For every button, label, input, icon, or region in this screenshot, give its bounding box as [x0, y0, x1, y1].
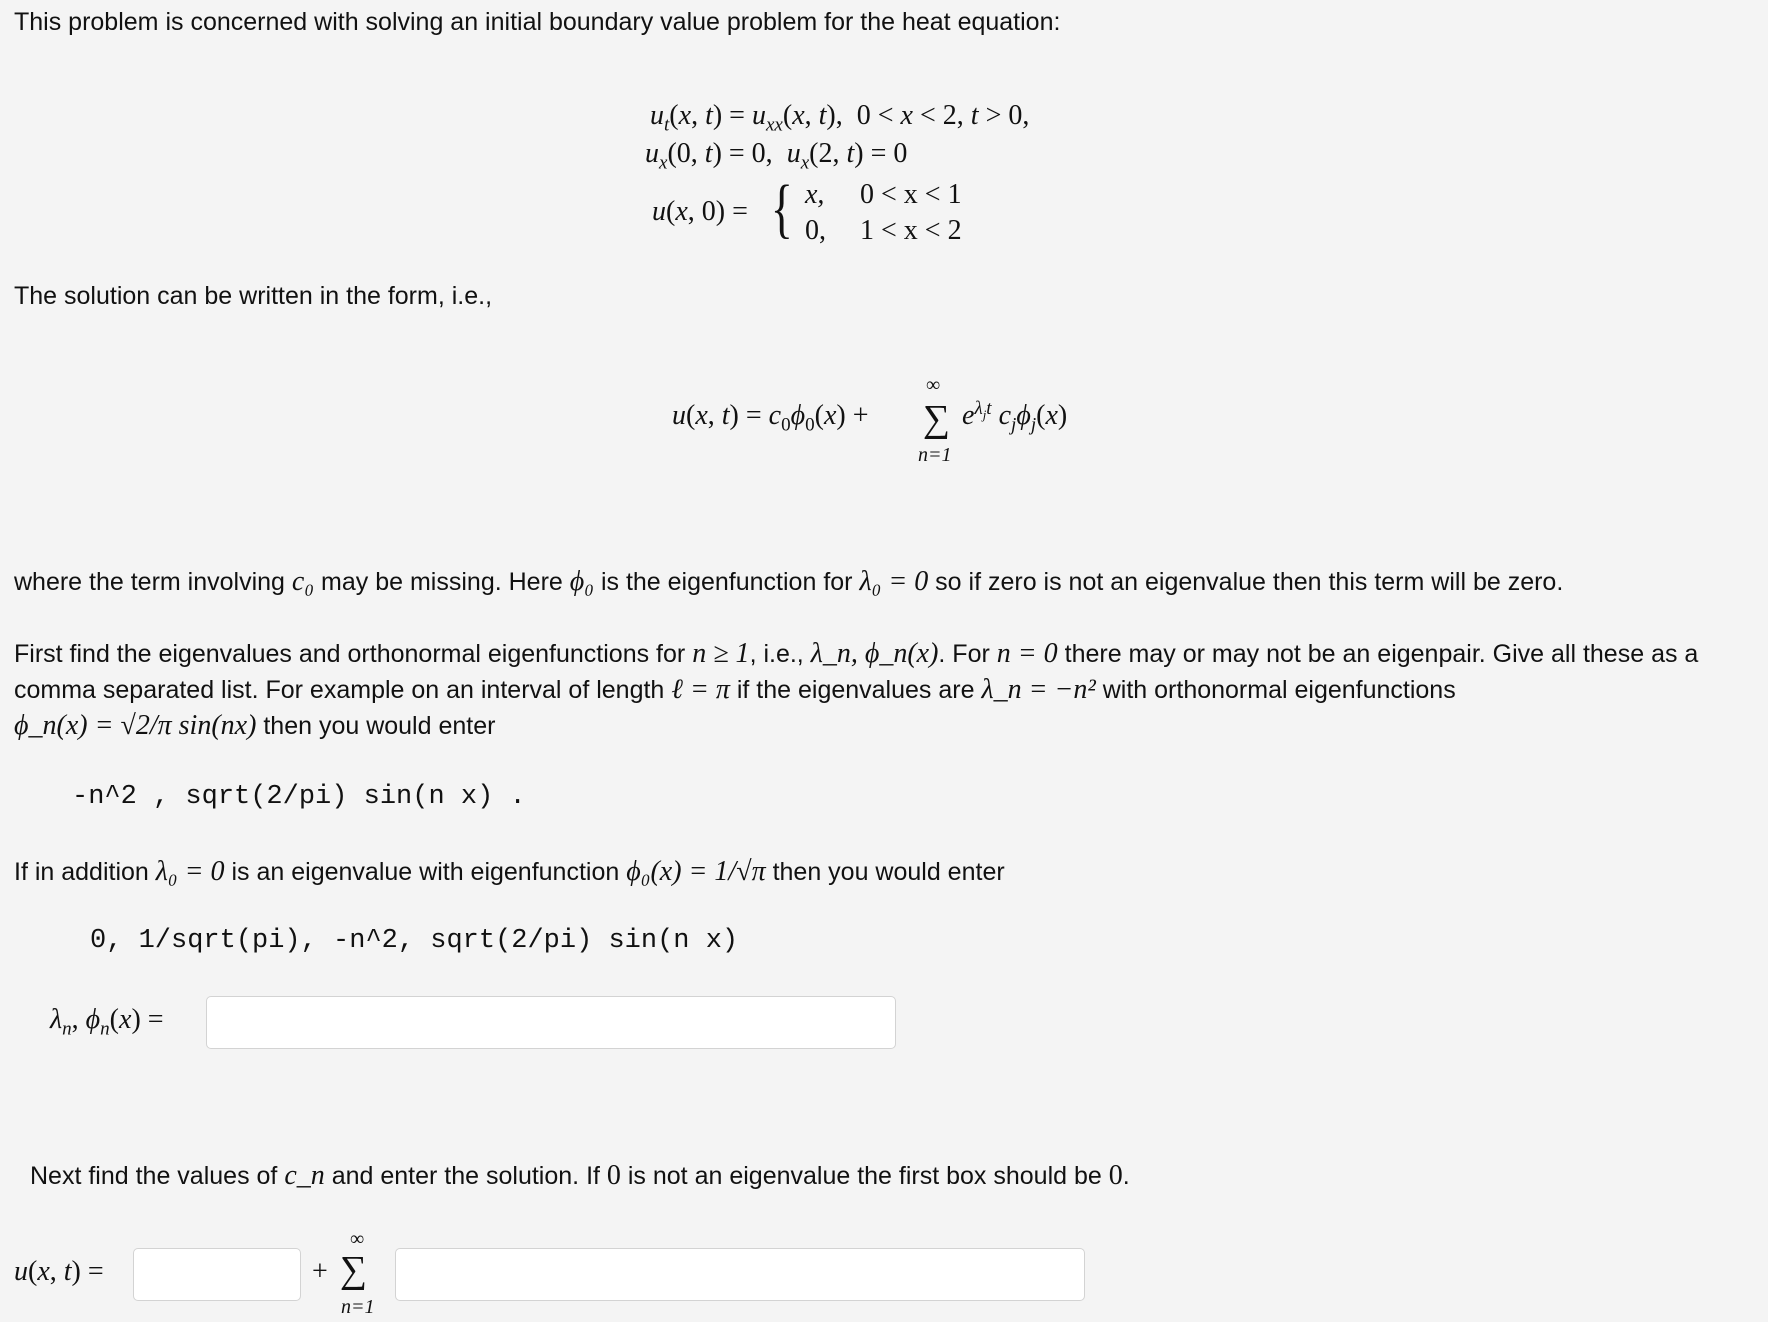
pde-line-2: $u_x(0$, t) = 0, $u_x(2$, t) = 0 — [645, 138, 908, 174]
next-paragraph: Next find the values of c_n and enter the solution. If 0 is not an eigenvalue the first box should be 0. — [30, 1160, 1130, 1191]
sum-lower: n=1 — [918, 444, 952, 466]
case2-condition: 1 < x < 2 — [860, 215, 962, 246]
case1-condition: 0 < x < 1 — [860, 179, 962, 210]
piecewise-brace: { — [770, 172, 793, 245]
answer-sum-lower: n=1 — [341, 1296, 375, 1318]
series-term-input[interactable] — [395, 1248, 1085, 1301]
plus-sign: + — [312, 1256, 328, 1287]
example-code-1: -n^2 , sqrt(2/pi) sin(n x) . — [72, 782, 526, 812]
instructions-line-3: ϕ_n(x) = √2/π sin(nx) then you would enter — [14, 710, 496, 741]
answer-sigma-icon: ∑ — [340, 1249, 368, 1291]
pde-initial-lhs: u(x, 0) = — [652, 196, 748, 227]
instructions-line-2: comma separated list. For example on an interval of length ℓ = π if the eigenvalues are λ_n = −n² with orthonormal eigenfunctions — [14, 674, 1456, 705]
instructions-line-1: First find the eigenvalues and orthonormal eigenfunctions for n ≥ 1, i.e., λ_n, ϕ_n(x). For n = 0 there may or may not be an eigenpair. Give all these as a — [14, 638, 1699, 669]
sum-sigma-icon: ∑ — [923, 398, 951, 440]
case1-value: x, — [805, 179, 825, 210]
sum-upper: ∞ — [926, 374, 941, 396]
example-2-intro: If in addition λ₀ = 0 is an eigenvalue with eigenfunction ϕ₀(x) = 1/√π then you would enter — [14, 856, 1005, 887]
example-code-2: 0, 1/sqrt(pi), -n^2, sqrt(2/pi) sin(n x) — [90, 926, 739, 956]
series-summand: $e^{\lambda_jt}$ $c_j\phi_j(x)$ — [962, 397, 1068, 436]
solution-answer-label: u(x, t) = — [14, 1256, 104, 1287]
answer-sum-upper: ∞ — [350, 1228, 365, 1250]
case2-value: 0, — [805, 215, 826, 246]
where-paragraph: where the term involving c₀ may be missing. Here ϕ₀ is the eigenfunction for λ₀ = 0 so if zero is not an eigenvalue then this term will be zero. — [14, 566, 1564, 597]
intro-text: This problem is concerned with solving an initial boundary value problem for the heat equation: — [14, 8, 1061, 36]
eigenpair-input[interactable] — [206, 996, 896, 1049]
series-lhs: u(x, $t) = c_0\phi_0(x)$ + — [672, 400, 869, 436]
pde-line-1: $u_t(x$, $t) = u_{xx}(x$, t), 0 < x < 2, t > 0, — [650, 100, 1030, 136]
solution-form-text: The solution can be written in the form, i.e., — [14, 282, 493, 310]
c0-term-input[interactable] — [133, 1248, 301, 1301]
eigen-answer-label: $\lambda_n$, $\phi_n(x)$ = — [50, 1004, 164, 1040]
